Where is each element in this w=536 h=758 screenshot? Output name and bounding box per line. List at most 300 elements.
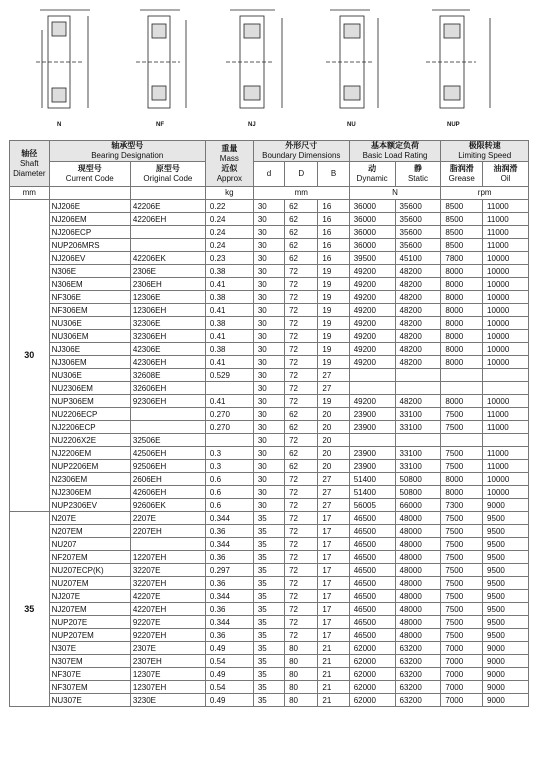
table-cell: 63200 (395, 694, 441, 707)
table-cell: 35 (253, 603, 284, 616)
table-row (10, 408, 529, 421)
table-cell: 11000 (483, 408, 529, 421)
table-cell: 30 (253, 213, 284, 226)
table-cell: 0.6 (205, 499, 253, 512)
table-cell: 21 (318, 655, 349, 668)
table-cell: 72 (285, 525, 318, 538)
table-cell: 16 (318, 252, 349, 265)
table-cell: 0.6 (205, 473, 253, 486)
table-cell: 46500 (349, 616, 395, 629)
table-cell: 35 (253, 577, 284, 590)
table-cell: 0.23 (205, 252, 253, 265)
table-cell: 56005 (349, 499, 395, 512)
table-cell: 8000 (441, 330, 483, 343)
table-cell: 49200 (349, 395, 395, 408)
table-cell: 48200 (395, 330, 441, 343)
table-cell: NJ2206EM (49, 447, 130, 460)
diagram-label-nf: NF (156, 122, 164, 128)
table-cell: 49200 (349, 278, 395, 291)
table-cell: 0.24 (205, 213, 253, 226)
table-row (10, 603, 529, 616)
table-cell: 9500 (483, 616, 529, 629)
table-row (10, 278, 529, 291)
table-cell: 72 (285, 343, 318, 356)
table-row (10, 421, 529, 434)
table-cell: 10000 (483, 317, 529, 330)
table-cell: 63200 (395, 681, 441, 694)
table-cell: 27 (318, 473, 349, 486)
table-cell: NJ2306EM (49, 486, 130, 499)
table-cell: 9000 (483, 668, 529, 681)
table-cell: 35600 (395, 239, 441, 252)
table-cell: 51400 (349, 473, 395, 486)
table-cell: 0.41 (205, 356, 253, 369)
table-cell: 35 (253, 681, 284, 694)
table-cell (483, 434, 529, 447)
table-cell: N306EM (49, 278, 130, 291)
table-cell: 42606EH (130, 486, 205, 499)
table-cell (130, 538, 205, 551)
header-D: D (285, 162, 318, 187)
table-cell: 92207E (130, 616, 205, 629)
header-oil: 油润滑 Oil (483, 162, 529, 187)
header-mass: 重量 Mass 近似 Approx (205, 141, 253, 187)
table-cell (441, 382, 483, 395)
table-cell: 30 (253, 356, 284, 369)
table-cell: 30 (253, 330, 284, 343)
table-cell: 19 (318, 343, 349, 356)
table-cell: 72 (285, 551, 318, 564)
table-cell: 27 (318, 486, 349, 499)
table-cell: 17 (318, 525, 349, 538)
table-cell: 49200 (349, 330, 395, 343)
table-row (10, 590, 529, 603)
table-row (10, 356, 529, 369)
table-cell: 72 (285, 577, 318, 590)
table-cell: 0.49 (205, 668, 253, 681)
diagram-nj (226, 10, 282, 108)
diagram-label-n: N (57, 122, 62, 128)
table-cell: 48000 (395, 616, 441, 629)
table-cell: 0.24 (205, 226, 253, 239)
table-cell: 80 (285, 642, 318, 655)
table-cell (395, 369, 441, 382)
table-cell: 42306EH (130, 356, 205, 369)
table-cell: 30 (253, 278, 284, 291)
table-cell: N307EM (49, 655, 130, 668)
table-cell: NF306EM (49, 304, 130, 317)
table-cell: 72 (285, 538, 318, 551)
table-cell: 9500 (483, 525, 529, 538)
table-cell: NUP207E (49, 616, 130, 629)
table-cell: 7500 (441, 590, 483, 603)
table-cell: 48200 (395, 317, 441, 330)
table-row (10, 538, 529, 551)
table-cell: 35600 (395, 200, 441, 213)
header-d: d (253, 162, 284, 187)
table-cell: NF207EM (49, 551, 130, 564)
table-cell: 9500 (483, 577, 529, 590)
table-row (10, 226, 529, 239)
table-cell: 72 (285, 616, 318, 629)
table-body (10, 200, 529, 707)
table-cell: NU2206ECP (49, 408, 130, 421)
header-shaft: 轴径 Shaft Diameter (10, 141, 50, 187)
table-cell: 49200 (349, 265, 395, 278)
table-cell: 62 (285, 460, 318, 473)
table-cell: NU307E (49, 694, 130, 707)
table-cell: 30 (253, 343, 284, 356)
table-row (10, 265, 529, 278)
table-cell: 0.24 (205, 239, 253, 252)
table-cell: 32506E (130, 434, 205, 447)
table-cell: 17 (318, 538, 349, 551)
bearing-type-diagrams (0, 0, 536, 132)
header-grease: 脂润滑 Grease (441, 162, 483, 187)
table-cell: 12307E (130, 668, 205, 681)
table-cell: 35600 (395, 213, 441, 226)
table-cell: 9500 (483, 551, 529, 564)
table-cell: N2306EM (49, 473, 130, 486)
table-cell: 49200 (349, 317, 395, 330)
table-cell: 72 (285, 603, 318, 616)
table-cell: 35 (253, 655, 284, 668)
table-cell: 12306EH (130, 304, 205, 317)
table-cell: 48200 (395, 395, 441, 408)
table-cell: 35 (253, 668, 284, 681)
table-cell: 2606EH (130, 473, 205, 486)
table-cell: 7500 (441, 551, 483, 564)
table-cell: NU207ECP(K) (49, 564, 130, 577)
table-row (10, 460, 529, 473)
table-cell: 30 (253, 473, 284, 486)
table-cell: 0.49 (205, 694, 253, 707)
table-cell: 2207E (130, 512, 205, 525)
table-cell: 9500 (483, 629, 529, 642)
table-cell: 72 (285, 564, 318, 577)
table-cell: 0.41 (205, 278, 253, 291)
table-cell: 21 (318, 642, 349, 655)
table-cell: NUP207EM (49, 629, 130, 642)
table-cell: 0.3 (205, 447, 253, 460)
unit-boundary: mm (253, 187, 349, 200)
table-cell: 30 (253, 317, 284, 330)
table-cell: 32306EH (130, 330, 205, 343)
table-cell: 42206EK (130, 252, 205, 265)
table-cell: 19 (318, 330, 349, 343)
table-cell: 16 (318, 239, 349, 252)
table-cell: 8000 (441, 317, 483, 330)
table-cell: 32606EH (130, 382, 205, 395)
table-cell: 10000 (483, 486, 529, 499)
table-cell: 50800 (395, 473, 441, 486)
table-cell: 51400 (349, 486, 395, 499)
table-cell: 36000 (349, 213, 395, 226)
table-cell: 42306E (130, 343, 205, 356)
table-cell: 10000 (483, 395, 529, 408)
table-cell: 80 (285, 694, 318, 707)
table-cell: 80 (285, 681, 318, 694)
table-cell: 49200 (349, 343, 395, 356)
table-cell: NJ206EM (49, 213, 130, 226)
table-cell: 11000 (483, 200, 529, 213)
table-cell: 7500 (441, 421, 483, 434)
table-cell: 33100 (395, 447, 441, 460)
table-cell (130, 408, 205, 421)
table-cell: 11000 (483, 460, 529, 473)
table-cell: 33100 (395, 421, 441, 434)
table-cell: 0.38 (205, 317, 253, 330)
table-cell: 7500 (441, 538, 483, 551)
table-cell: 45100 (395, 252, 441, 265)
table-cell: 9000 (483, 694, 529, 707)
table-cell: 2307E (130, 642, 205, 655)
table-cell: 62000 (349, 694, 395, 707)
table-row (10, 382, 529, 395)
table-cell (349, 434, 395, 447)
table-cell: 46500 (349, 590, 395, 603)
table-cell: 0.344 (205, 512, 253, 525)
table-cell: 10000 (483, 291, 529, 304)
table-cell: 33100 (395, 408, 441, 421)
table-cell (349, 369, 395, 382)
table-cell: 62 (285, 200, 318, 213)
table-cell: 17 (318, 590, 349, 603)
table-row (10, 369, 529, 382)
table-cell: 0.38 (205, 265, 253, 278)
table-cell: 19 (318, 395, 349, 408)
table-cell: 19 (318, 317, 349, 330)
table-cell: 72 (285, 434, 318, 447)
table-cell: 12306E (130, 291, 205, 304)
table-cell: 19 (318, 291, 349, 304)
table-cell: 8500 (441, 239, 483, 252)
table-cell: 48000 (395, 603, 441, 616)
bearing-table (9, 140, 529, 707)
table-cell: 62 (285, 421, 318, 434)
table-cell: 62 (285, 252, 318, 265)
table-cell: 46500 (349, 525, 395, 538)
table-cell: 63200 (395, 642, 441, 655)
table-cell: 62 (285, 239, 318, 252)
table-cell: 62 (285, 226, 318, 239)
table-cell: NU2206X2E (49, 434, 130, 447)
table-cell: NJ206E (49, 200, 130, 213)
table-cell (441, 369, 483, 382)
table-cell: 30 (253, 304, 284, 317)
table-cell: NU2306EM (49, 382, 130, 395)
table-cell: 9000 (483, 681, 529, 694)
header-boundary: 外形尺寸 Boundary Dimensions (253, 141, 349, 162)
header-designation: 轴承型号 Bearing Designation (49, 141, 205, 162)
table-cell: 17 (318, 551, 349, 564)
table-cell: 9000 (483, 499, 529, 512)
table-cell: 32608E (130, 369, 205, 382)
table-cell: N306E (49, 265, 130, 278)
table-cell: NJ207EM (49, 603, 130, 616)
table-cell: 62 (285, 408, 318, 421)
table-cell: NU306E (49, 317, 130, 330)
table-cell: 35600 (395, 226, 441, 239)
table-cell: 27 (318, 499, 349, 512)
diagram-label-nu: NU (347, 122, 356, 128)
table-cell: 42506EH (130, 447, 205, 460)
table-cell: 46500 (349, 512, 395, 525)
table-cell: 30 (253, 421, 284, 434)
table-cell: 2306E (130, 265, 205, 278)
table-cell: 48000 (395, 538, 441, 551)
table-cell: 30 (253, 226, 284, 239)
table-cell: 72 (285, 395, 318, 408)
table-cell: 46500 (349, 577, 395, 590)
table-cell: NUP2206EM (49, 460, 130, 473)
table-cell: 10000 (483, 265, 529, 278)
table-cell: 92207EH (130, 629, 205, 642)
table-cell: 72 (285, 590, 318, 603)
table-cell: 2307EH (130, 655, 205, 668)
table-cell: 10000 (483, 473, 529, 486)
table-row (10, 616, 529, 629)
table-cell: 0.6 (205, 486, 253, 499)
table-cell: 35 (253, 590, 284, 603)
table-cell: 0.38 (205, 291, 253, 304)
header-current: 现型号 Current Code (49, 162, 130, 187)
table-cell: 0.529 (205, 369, 253, 382)
table-cell: 0.270 (205, 421, 253, 434)
table-cell: 20 (318, 447, 349, 460)
table-cell: 72 (285, 304, 318, 317)
table-cell: 32207E (130, 564, 205, 577)
table-row (10, 473, 529, 486)
table-cell: 21 (318, 668, 349, 681)
table-cell: 9500 (483, 603, 529, 616)
table-cell: 62000 (349, 642, 395, 655)
table-cell: 8000 (441, 343, 483, 356)
table-cell: 35 (253, 512, 284, 525)
table-cell: 27 (318, 369, 349, 382)
table-row (10, 291, 529, 304)
table-cell: 30 (253, 486, 284, 499)
shaft-diameter-cell: 35 (10, 512, 50, 707)
table-cell: 11000 (483, 239, 529, 252)
table-row (10, 252, 529, 265)
table-cell: 0.36 (205, 551, 253, 564)
table-cell: 46500 (349, 538, 395, 551)
table-cell: 35 (253, 551, 284, 564)
table-cell: 10000 (483, 304, 529, 317)
table-row (10, 486, 529, 499)
table-cell: 17 (318, 616, 349, 629)
table-cell: 42207E (130, 590, 205, 603)
table-row (10, 668, 529, 681)
table-cell: 10000 (483, 252, 529, 265)
table-row (10, 304, 529, 317)
table-cell: 7300 (441, 499, 483, 512)
table-cell: 62000 (349, 668, 395, 681)
table-cell: 7500 (441, 512, 483, 525)
diagram-nu (326, 10, 378, 108)
table-cell: 11000 (483, 421, 529, 434)
table-row (10, 317, 529, 330)
table-cell: 0.38 (205, 343, 253, 356)
table-cell: NUP206MRS (49, 239, 130, 252)
table-cell: 80 (285, 668, 318, 681)
table-cell: 42207EH (130, 603, 205, 616)
table-cell: 48000 (395, 564, 441, 577)
table-cell: 7000 (441, 694, 483, 707)
table-cell: 30 (253, 499, 284, 512)
table-cell: 11000 (483, 226, 529, 239)
table-cell: 62000 (349, 681, 395, 694)
table-cell: 0.22 (205, 200, 253, 213)
unit-mass: kg (205, 187, 253, 200)
table-cell: 19 (318, 356, 349, 369)
table-cell: 10000 (483, 330, 529, 343)
table-cell: 17 (318, 512, 349, 525)
table-cell: 7000 (441, 681, 483, 694)
table-cell: 9500 (483, 564, 529, 577)
table-cell: 72 (285, 499, 318, 512)
table-cell: 35 (253, 616, 284, 629)
table-cell: 30 (253, 239, 284, 252)
table-row (10, 655, 529, 668)
table-cell: 48200 (395, 356, 441, 369)
table-cell: 35 (253, 694, 284, 707)
table-row (10, 694, 529, 707)
table-cell: 0.36 (205, 577, 253, 590)
diagram-nup (426, 10, 490, 108)
table-cell: 21 (318, 694, 349, 707)
table-cell: 46500 (349, 564, 395, 577)
table-cell (395, 382, 441, 395)
table-cell: 36000 (349, 239, 395, 252)
table-cell: 0.344 (205, 538, 253, 551)
table-cell: 20 (318, 434, 349, 447)
table-cell: 36000 (349, 226, 395, 239)
table-cell: 16 (318, 213, 349, 226)
table-cell: 48000 (395, 551, 441, 564)
table-cell: 49200 (349, 291, 395, 304)
table-cell: 72 (285, 473, 318, 486)
table-row (10, 629, 529, 642)
unit-speed: rpm (441, 187, 529, 200)
table-cell: NJ206ECP (49, 226, 130, 239)
table-cell: 7500 (441, 408, 483, 421)
table-cell: 48000 (395, 525, 441, 538)
table-cell: NF307E (49, 668, 130, 681)
table-cell (205, 382, 253, 395)
table-cell: 20 (318, 408, 349, 421)
table-cell: 0.270 (205, 408, 253, 421)
table-cell: 17 (318, 564, 349, 577)
table-cell: 92506EH (130, 460, 205, 473)
table-cell: 30 (253, 460, 284, 473)
table-cell: 72 (285, 317, 318, 330)
table-cell: 16 (318, 226, 349, 239)
table-cell: 7000 (441, 655, 483, 668)
table-cell: 35 (253, 629, 284, 642)
table-row (10, 512, 529, 525)
table-row (10, 577, 529, 590)
table-cell: 72 (285, 265, 318, 278)
table-row (10, 564, 529, 577)
table-cell: 48200 (395, 291, 441, 304)
table-cell: NU207EM (49, 577, 130, 590)
table-row (10, 551, 529, 564)
table-cell: 7500 (441, 447, 483, 460)
table-cell: 62 (285, 447, 318, 460)
table-cell: 8000 (441, 278, 483, 291)
